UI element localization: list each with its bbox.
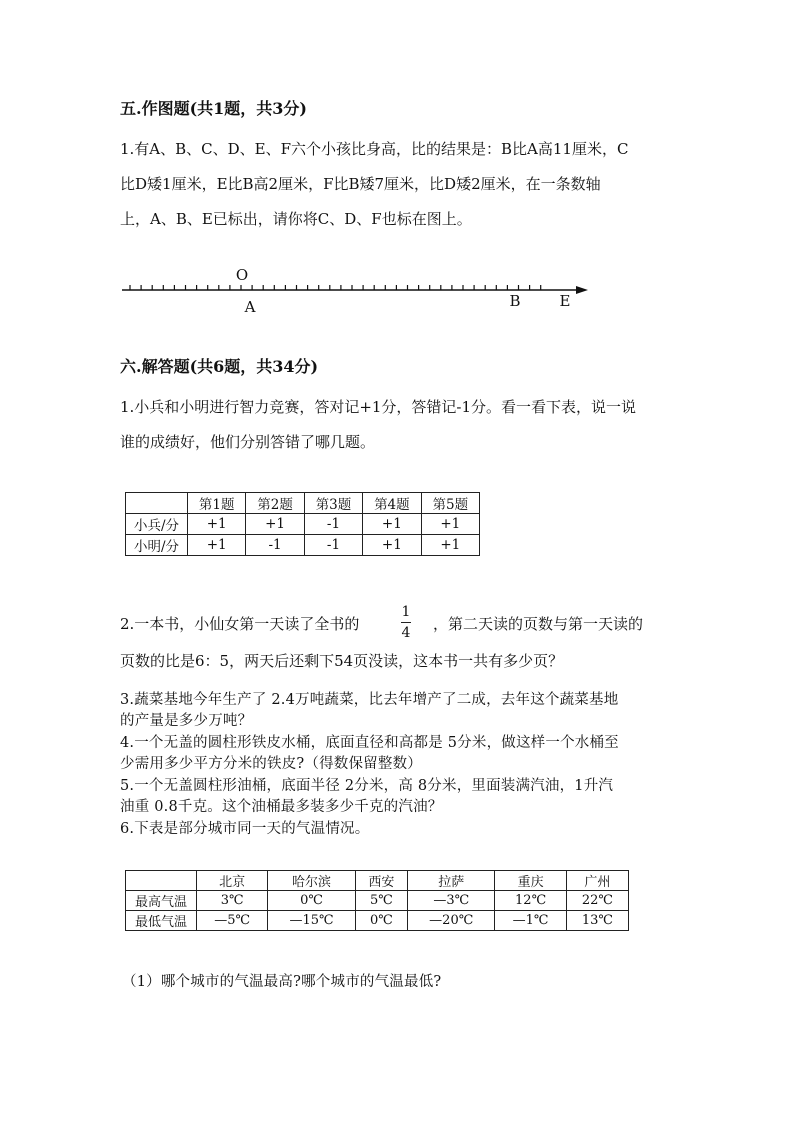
number-line-arrow [576, 286, 588, 294]
fraction-numerator: 1 [401, 604, 411, 620]
fraction-bar [401, 622, 411, 623]
s5-q1-line1: 1.有A、B、C、D、E、F六个小孩比身高，比的结果是：B比A高11厘米，C [120, 140, 629, 158]
s6-q2-line1-pre: 2.一本书，小仙女第一天读了全书的 [120, 615, 360, 633]
s6-q3-line2: 的产量是多少万吨？ [120, 713, 253, 729]
s6-q4-line1: 4.一个无盖的圆柱形铁皮水桶，底面直径和高都是 5分米，做这样一个水桶至 [120, 735, 619, 751]
table-cell: -1 [304, 514, 362, 535]
table-row [126, 535, 480, 556]
table-cell: +1 [188, 514, 246, 535]
temp-header-city: 重庆 [495, 871, 566, 891]
table-cell: 22℃ [566, 891, 628, 911]
s6-q2-line2: 页数的比是6：5，两天后还剩下54页没读，这本书一共有多少页？ [120, 652, 564, 670]
table-cell: —3℃ [408, 891, 495, 911]
table-row [126, 891, 629, 911]
s5-q1-line3: 上，A、B、E已标出，请你将C、D、F也标在图上。 [120, 210, 472, 228]
section6-heading: 六.解答题(共6题，共34分) [120, 357, 319, 376]
number-line [118, 262, 598, 322]
table-cell: -1 [246, 535, 304, 556]
temp-header-blank [126, 871, 197, 891]
temp-header-city: 哈尔滨 [268, 871, 355, 891]
table-cell: +1 [421, 514, 479, 535]
table-cell: —15℃ [268, 911, 355, 931]
table-cell: 12℃ [495, 891, 566, 911]
score-header-q1: 第1题 [188, 493, 246, 514]
temp-header-city: 西安 [355, 871, 407, 891]
table-cell: 13℃ [566, 911, 628, 931]
point-a-label: A [244, 298, 256, 316]
s6-q6-line: 6.下表是部分城市同一天的气温情况。 [120, 821, 370, 837]
table-cell: 3℃ [197, 891, 268, 911]
table-row [126, 514, 480, 535]
table-cell: 0℃ [355, 911, 407, 931]
temperature-table [125, 870, 629, 931]
table-cell: +1 [246, 514, 304, 535]
table-cell: —20℃ [408, 911, 495, 931]
row-label: 最高气温 [126, 891, 197, 911]
score-table [125, 492, 480, 556]
s6-q1-line1: 1.小兵和小明进行智力竞赛，答对记+1分，答错记-1分。看一看下表，说一说 [120, 398, 637, 416]
table-cell: +1 [363, 514, 421, 535]
row-label: 小明/分 [126, 535, 188, 556]
temp-table-header [126, 871, 629, 891]
row-label: 最低气温 [126, 911, 197, 931]
score-header-blank [126, 493, 188, 514]
score-header-q2: 第2题 [246, 493, 304, 514]
fraction-denominator: 4 [401, 625, 411, 641]
table-cell: +1 [421, 535, 479, 556]
section5-heading: 五.作图题(共1题，共3分) [120, 99, 307, 118]
s6-q5-line1: 5.一个无盖圆柱形油桶，底面半径 2分米，高 8分米，里面装满汽油，1升汽 [120, 778, 614, 794]
score-header-q4: 第4题 [363, 493, 421, 514]
origin-label: O [235, 266, 249, 284]
s6-q4-line2: 少需用多少平方分米的铁皮?（得数保留整数） [120, 756, 422, 772]
s5-q1-line2: 比D矮1厘米，E比B高2厘米，F比B矮7厘米，比D矮2厘米，在一条数轴 [120, 175, 601, 193]
score-header-q5: 第5题 [421, 493, 479, 514]
s6-q2-line1-post: ，第二天读的页数与第一天读的 [433, 615, 644, 633]
point-b-label: B [509, 292, 521, 310]
table-cell: 5℃ [355, 891, 407, 911]
s6-q3-line1: 3.蔬菜基地今年生产了 2.4万吨蔬菜，比去年增产了二成，去年这个蔬菜基地 [120, 692, 619, 708]
table-row [126, 911, 629, 931]
row-label: 小兵/分 [126, 514, 188, 535]
temp-header-city: 拉萨 [408, 871, 495, 891]
s6-q6-sub1: （1）哪个城市的气温最高?哪个城市的气温最低? [122, 974, 442, 990]
table-cell: +1 [363, 535, 421, 556]
s6-q1-line2: 谁的成绩好，他们分别答错了哪几题。 [120, 433, 376, 451]
temp-header-city: 北京 [197, 871, 268, 891]
point-e-label: E [559, 292, 571, 310]
table-cell: —5℃ [197, 911, 268, 931]
table-cell: +1 [188, 535, 246, 556]
temp-header-city: 广州 [566, 871, 628, 891]
table-cell: 0℃ [268, 891, 355, 911]
table-cell: —1℃ [495, 911, 566, 931]
fraction-one-quarter [398, 604, 414, 641]
score-table-header [126, 493, 480, 514]
s6-q5-line2: 油重 0.8千克。这个油桶最多装多少千克的汽油？ [120, 799, 443, 815]
score-header-q3: 第3题 [304, 493, 362, 514]
table-cell: -1 [304, 535, 362, 556]
